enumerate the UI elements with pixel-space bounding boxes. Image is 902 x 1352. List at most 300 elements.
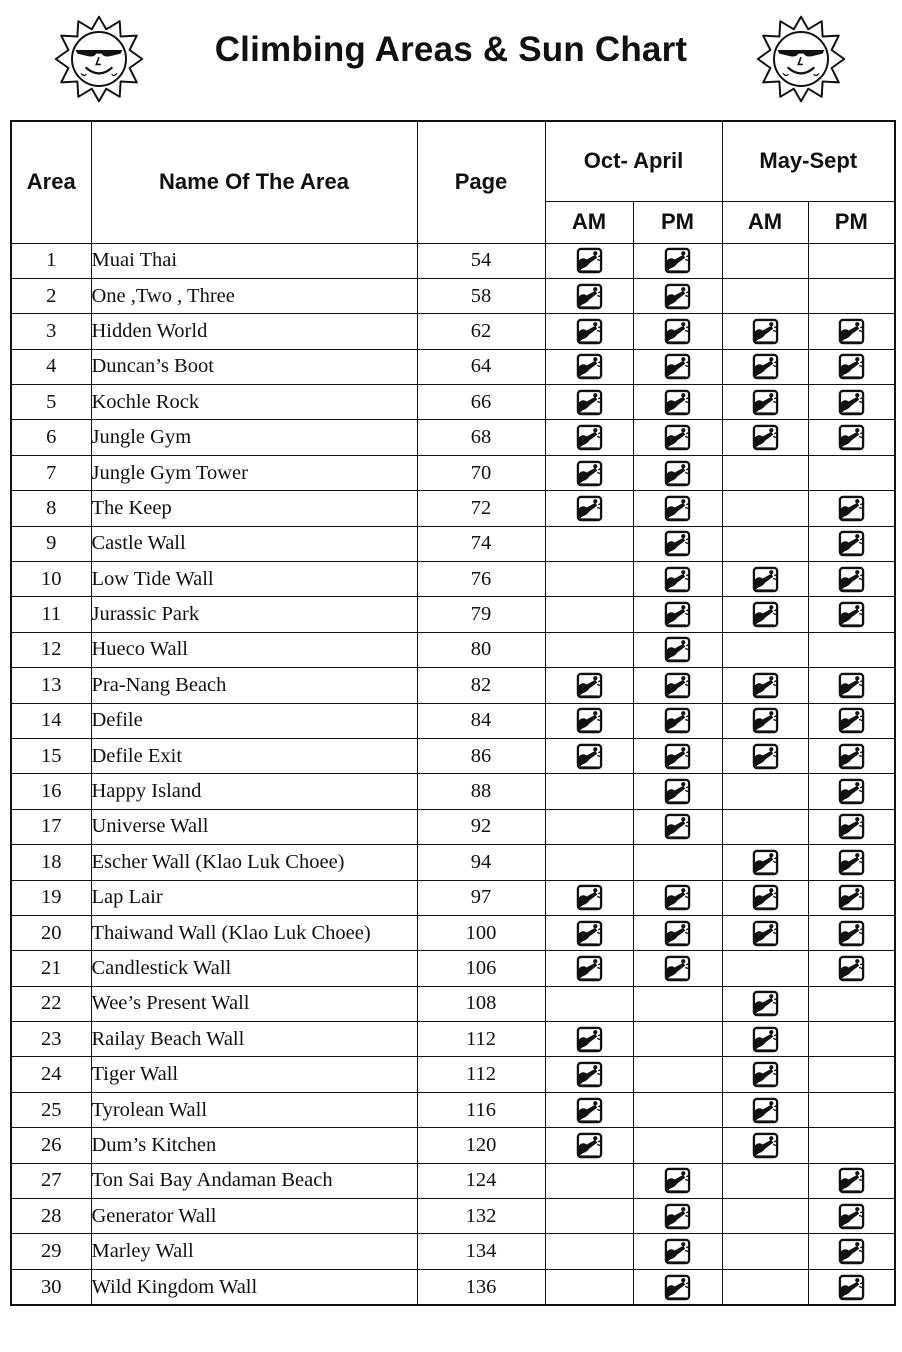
sun-cell-oct-april-pm (633, 1022, 722, 1057)
sun-shade-icon (838, 1238, 865, 1265)
sun-cell-oct-april-pm (633, 562, 722, 597)
sun-cell-may-sept-am (722, 915, 808, 950)
sun-shade-icon (664, 1167, 691, 1194)
table-row (11, 632, 895, 667)
area-name: Wild Kingdom Wall (91, 1269, 417, 1305)
sun-cell-oct-april-am (545, 774, 633, 809)
sun-cell-may-sept-am (722, 491, 808, 526)
sun-cell-oct-april-am (545, 349, 633, 384)
table-row (11, 986, 895, 1021)
sun-cell-may-sept-pm (808, 738, 895, 773)
area-name: Thaiwand Wall (Klao Luk Choee) (91, 915, 417, 950)
sun-cell-may-sept-pm (808, 385, 895, 420)
area-name: Ton Sai Bay Andaman Beach (91, 1163, 417, 1198)
sun-shade-icon (752, 566, 779, 593)
area-name: Candlestick Wall (91, 951, 417, 986)
sun-shade-icon (664, 530, 691, 557)
col-header-oct-april: Oct- April (545, 121, 722, 201)
sun-shade-icon (664, 318, 691, 345)
area-name: Muai Thai (91, 243, 417, 278)
area-number: 19 (11, 880, 91, 915)
sun-shade-icon (576, 1132, 603, 1159)
page-number: 72 (417, 491, 545, 526)
sun-shade-icon (752, 1026, 779, 1053)
sun-shade-icon (752, 318, 779, 345)
sun-shade-icon (838, 389, 865, 416)
sun-with-sunglasses-icon (756, 14, 846, 104)
sun-cell-oct-april-pm (633, 774, 722, 809)
table-row (11, 314, 895, 349)
sun-cell-oct-april-pm (633, 314, 722, 349)
area-name: Generator Wall (91, 1199, 417, 1234)
area-name: Lap Lair (91, 880, 417, 915)
page-number: 106 (417, 951, 545, 986)
page-number: 134 (417, 1234, 545, 1269)
sun-shade-icon (576, 920, 603, 947)
sun-cell-oct-april-am (545, 562, 633, 597)
col-header-page: Page (417, 121, 545, 243)
page-number: 108 (417, 986, 545, 1021)
sun-chart-table (10, 120, 896, 1306)
col-header-area: Area (11, 121, 91, 243)
sun-shade-icon (838, 353, 865, 380)
sun-cell-may-sept-pm (808, 1092, 895, 1127)
sun-shade-icon (838, 530, 865, 557)
table-row (11, 526, 895, 561)
table-body (11, 243, 895, 1305)
sun-cell-oct-april-am (545, 597, 633, 632)
page-number: 62 (417, 314, 545, 349)
table-row (11, 1022, 895, 1057)
page-number: 124 (417, 1163, 545, 1198)
table-row (11, 668, 895, 703)
sun-cell-may-sept-pm (808, 986, 895, 1021)
page-number: 80 (417, 632, 545, 667)
sun-cell-oct-april-pm (633, 1128, 722, 1163)
sun-cell-oct-april-am (545, 951, 633, 986)
sun-cell-oct-april-pm (633, 420, 722, 455)
sun-shade-icon (752, 707, 779, 734)
sun-cell-oct-april-am (545, 491, 633, 526)
sun-shade-icon (752, 849, 779, 876)
sun-cell-may-sept-am (722, 562, 808, 597)
area-number: 24 (11, 1057, 91, 1092)
sun-cell-oct-april-am (545, 880, 633, 915)
col-header-oct-april-am: AM (545, 201, 633, 243)
sun-shade-icon (838, 566, 865, 593)
sun-cell-may-sept-pm (808, 1269, 895, 1305)
sun-shade-icon (664, 920, 691, 947)
sun-cell-may-sept-am (722, 951, 808, 986)
sun-cell-may-sept-pm (808, 1022, 895, 1057)
sun-shade-icon (576, 495, 603, 522)
sun-cell-may-sept-pm (808, 1199, 895, 1234)
sun-cell-may-sept-am (722, 1022, 808, 1057)
table-row (11, 349, 895, 384)
page-number: 94 (417, 845, 545, 880)
sun-cell-may-sept-am (722, 455, 808, 490)
sun-shade-icon (576, 318, 603, 345)
sun-cell-oct-april-am (545, 1234, 633, 1269)
sun-shade-icon (664, 353, 691, 380)
sun-cell-oct-april-am (545, 1057, 633, 1092)
sun-shade-icon (838, 778, 865, 805)
sun-cell-may-sept-pm (808, 1128, 895, 1163)
table-row (11, 880, 895, 915)
sun-cell-may-sept-pm (808, 1163, 895, 1198)
sun-shade-icon (664, 743, 691, 770)
sun-shade-icon (576, 283, 603, 310)
area-number: 22 (11, 986, 91, 1021)
sun-cell-oct-april-pm (633, 243, 722, 278)
sun-shade-icon (576, 389, 603, 416)
page-number: 86 (417, 738, 545, 773)
sun-cell-may-sept-am (722, 703, 808, 738)
sun-shade-icon (576, 955, 603, 982)
area-number: 23 (11, 1022, 91, 1057)
sun-shade-icon (664, 1238, 691, 1265)
table-row (11, 915, 895, 950)
sun-shade-icon (838, 1167, 865, 1194)
sun-shade-icon (664, 389, 691, 416)
sun-cell-oct-april-pm (633, 1163, 722, 1198)
page-header (0, 0, 902, 112)
sun-cell-may-sept-am (722, 1269, 808, 1305)
sun-shade-icon (752, 389, 779, 416)
sun-shade-icon (664, 707, 691, 734)
page-number: 116 (417, 1092, 545, 1127)
area-number: 14 (11, 703, 91, 738)
sun-cell-may-sept-pm (808, 1057, 895, 1092)
sun-cell-may-sept-am (722, 314, 808, 349)
table-row (11, 562, 895, 597)
page-number: 132 (417, 1199, 545, 1234)
sun-cell-may-sept-am (722, 1057, 808, 1092)
sun-shade-icon (576, 247, 603, 274)
sun-cell-oct-april-am (545, 1199, 633, 1234)
area-name: The Keep (91, 491, 417, 526)
area-number: 25 (11, 1092, 91, 1127)
page-number: 54 (417, 243, 545, 278)
sun-cell-may-sept-am (722, 597, 808, 632)
sun-shade-icon (752, 353, 779, 380)
area-name: Tyrolean Wall (91, 1092, 417, 1127)
sun-shade-icon (664, 283, 691, 310)
col-header-may-sept-am: AM (722, 201, 808, 243)
page-number: 79 (417, 597, 545, 632)
page-number: 84 (417, 703, 545, 738)
sun-cell-oct-april-am (545, 526, 633, 561)
table-row (11, 385, 895, 420)
sun-cell-oct-april-am (545, 915, 633, 950)
table-row (11, 845, 895, 880)
sun-shade-icon (576, 1097, 603, 1124)
sun-cell-may-sept-am (722, 1163, 808, 1198)
page-number: 74 (417, 526, 545, 561)
sun-shade-icon (838, 1274, 865, 1301)
area-name: Jungle Gym (91, 420, 417, 455)
sun-cell-oct-april-pm (633, 986, 722, 1021)
page-number: 100 (417, 915, 545, 950)
area-number: 10 (11, 562, 91, 597)
sun-cell-oct-april-am (545, 1128, 633, 1163)
sun-cell-oct-april-am (545, 1022, 633, 1057)
page-number: 66 (417, 385, 545, 420)
area-number: 21 (11, 951, 91, 986)
sun-cell-oct-april-am (545, 703, 633, 738)
sun-cell-oct-april-am (545, 632, 633, 667)
sun-cell-may-sept-pm (808, 915, 895, 950)
sun-shade-icon (838, 601, 865, 628)
sun-cell-may-sept-pm (808, 455, 895, 490)
area-number: 8 (11, 491, 91, 526)
sun-shade-icon (752, 884, 779, 911)
area-name: Low Tide Wall (91, 562, 417, 597)
sun-shade-icon (576, 1061, 603, 1088)
area-name: Defile (91, 703, 417, 738)
sun-cell-may-sept-pm (808, 668, 895, 703)
sun-cell-may-sept-am (722, 809, 808, 844)
table-row (11, 491, 895, 526)
area-name: One ,Two , Three (91, 278, 417, 313)
sun-cell-may-sept-pm (808, 349, 895, 384)
sun-cell-oct-april-am (545, 668, 633, 703)
table-row (11, 243, 895, 278)
area-name: Castle Wall (91, 526, 417, 561)
sun-shade-icon (752, 601, 779, 628)
sun-shade-icon (664, 884, 691, 911)
sun-cell-may-sept-am (722, 1128, 808, 1163)
table-row (11, 420, 895, 455)
sun-shade-icon (664, 1203, 691, 1230)
sun-shade-icon (576, 743, 603, 770)
sun-cell-may-sept-pm (808, 314, 895, 349)
sun-shade-icon (576, 460, 603, 487)
table-row (11, 455, 895, 490)
table-row (11, 774, 895, 809)
table-row (11, 1092, 895, 1127)
sun-cell-oct-april-am (545, 278, 633, 313)
area-number: 17 (11, 809, 91, 844)
area-name: Wee’s Present Wall (91, 986, 417, 1021)
area-number: 18 (11, 845, 91, 880)
sun-cell-may-sept-am (722, 526, 808, 561)
sun-cell-oct-april-pm (633, 880, 722, 915)
sun-cell-oct-april-am (545, 385, 633, 420)
sun-cell-oct-april-am (545, 1163, 633, 1198)
area-number: 16 (11, 774, 91, 809)
sun-shade-icon (838, 849, 865, 876)
sun-cell-may-sept-pm (808, 526, 895, 561)
sun-cell-oct-april-pm (633, 597, 722, 632)
page-number: 88 (417, 774, 545, 809)
sun-cell-oct-april-pm (633, 278, 722, 313)
sun-cell-may-sept-am (722, 880, 808, 915)
page-number: 70 (417, 455, 545, 490)
sun-cell-may-sept-am (722, 845, 808, 880)
table-row (11, 597, 895, 632)
area-number: 30 (11, 1269, 91, 1305)
sun-shade-icon (838, 1203, 865, 1230)
sun-cell-oct-april-pm (633, 1234, 722, 1269)
sun-cell-oct-april-am (545, 314, 633, 349)
sun-cell-oct-april-am (545, 738, 633, 773)
sun-cell-may-sept-pm (808, 562, 895, 597)
sun-shade-icon (664, 813, 691, 840)
sun-shade-icon (664, 460, 691, 487)
area-number: 4 (11, 349, 91, 384)
sun-shade-icon (838, 495, 865, 522)
col-header-may-sept-pm: PM (808, 201, 895, 243)
page-number: 92 (417, 809, 545, 844)
sun-cell-may-sept-am (722, 1234, 808, 1269)
sun-shade-icon (576, 353, 603, 380)
sun-cell-may-sept-pm (808, 632, 895, 667)
sun-shade-icon (838, 318, 865, 345)
sun-cell-oct-april-pm (633, 915, 722, 950)
sun-cell-oct-april-pm (633, 1269, 722, 1305)
area-name: Hueco Wall (91, 632, 417, 667)
sun-cell-may-sept-am (722, 278, 808, 313)
sun-shade-icon (664, 636, 691, 663)
col-header-oct-april-pm: PM (633, 201, 722, 243)
table-row (11, 1128, 895, 1163)
sun-cell-oct-april-pm (633, 491, 722, 526)
table-row (11, 278, 895, 313)
sun-shade-icon (664, 601, 691, 628)
area-name: Kochle Rock (91, 385, 417, 420)
page-title: Climbing Areas & Sun Chart (214, 30, 688, 69)
sun-cell-may-sept-am (722, 420, 808, 455)
page-number: 82 (417, 668, 545, 703)
area-name: Marley Wall (91, 1234, 417, 1269)
sun-cell-may-sept-am (722, 774, 808, 809)
table-row (11, 1234, 895, 1269)
area-number: 28 (11, 1199, 91, 1234)
sun-shade-icon (838, 672, 865, 699)
page-number: 64 (417, 349, 545, 384)
sun-cell-oct-april-pm (633, 1199, 722, 1234)
sun-cell-oct-april-pm (633, 1092, 722, 1127)
sun-cell-oct-april-pm (633, 349, 722, 384)
area-number: 27 (11, 1163, 91, 1198)
sun-cell-may-sept-pm (808, 951, 895, 986)
sun-shade-icon (576, 884, 603, 911)
table-row (11, 1163, 895, 1198)
table-row (11, 951, 895, 986)
sun-shade-icon (576, 1026, 603, 1053)
sun-shade-icon (752, 1097, 779, 1124)
sun-shade-icon (752, 990, 779, 1017)
sun-shade-icon (838, 955, 865, 982)
sun-shade-icon (664, 424, 691, 451)
sun-cell-oct-april-pm (633, 668, 722, 703)
sun-shade-icon (576, 707, 603, 734)
sun-shade-icon (752, 920, 779, 947)
sun-shade-icon (752, 1132, 779, 1159)
sun-cell-oct-april-pm (633, 1057, 722, 1092)
sun-cell-may-sept-pm (808, 597, 895, 632)
sun-cell-oct-april-pm (633, 738, 722, 773)
area-number: 29 (11, 1234, 91, 1269)
sun-shade-icon (664, 566, 691, 593)
sun-cell-may-sept-pm (808, 880, 895, 915)
sun-cell-may-sept-pm (808, 774, 895, 809)
area-number: 13 (11, 668, 91, 703)
sun-shade-icon (664, 495, 691, 522)
area-number: 5 (11, 385, 91, 420)
area-name: Universe Wall (91, 809, 417, 844)
table-row (11, 1269, 895, 1305)
sun-cell-may-sept-am (722, 1199, 808, 1234)
sun-cell-oct-april-pm (633, 455, 722, 490)
sun-shade-icon (576, 424, 603, 451)
area-number: 1 (11, 243, 91, 278)
page-number: 112 (417, 1057, 545, 1092)
area-name: Jungle Gym Tower (91, 455, 417, 490)
page-number: 136 (417, 1269, 545, 1305)
area-number: 15 (11, 738, 91, 773)
sun-cell-may-sept-pm (808, 845, 895, 880)
sun-shade-icon (576, 672, 603, 699)
sun-cell-oct-april-pm (633, 632, 722, 667)
area-name: Railay Beach Wall (91, 1022, 417, 1057)
area-name: Tiger Wall (91, 1057, 417, 1092)
sun-cell-may-sept-am (722, 1092, 808, 1127)
page-number: 112 (417, 1022, 545, 1057)
col-header-may-sept: May-Sept (722, 121, 895, 201)
area-number: 26 (11, 1128, 91, 1163)
sun-cell-oct-april-am (545, 420, 633, 455)
sun-shade-icon (752, 672, 779, 699)
sun-cell-may-sept-am (722, 349, 808, 384)
page-number: 120 (417, 1128, 545, 1163)
sun-cell-may-sept-am (722, 668, 808, 703)
sun-cell-oct-april-am (545, 1269, 633, 1305)
sun-shade-icon (664, 247, 691, 274)
sun-cell-oct-april-am (545, 1092, 633, 1127)
area-number: 2 (11, 278, 91, 313)
sun-shade-icon (664, 778, 691, 805)
sun-shade-icon (838, 424, 865, 451)
area-number: 20 (11, 915, 91, 950)
sun-shade-icon (752, 424, 779, 451)
table-row (11, 703, 895, 738)
area-name: Duncan’s Boot (91, 349, 417, 384)
sun-cell-may-sept-pm (808, 243, 895, 278)
sun-shade-icon (838, 707, 865, 734)
area-name: Dum’s Kitchen (91, 1128, 417, 1163)
sun-shade-icon (664, 955, 691, 982)
sun-cell-oct-april-am (545, 243, 633, 278)
table-row (11, 738, 895, 773)
sun-cell-oct-april-am (545, 455, 633, 490)
area-number: 6 (11, 420, 91, 455)
sun-cell-oct-april-pm (633, 526, 722, 561)
area-name: Hidden World (91, 314, 417, 349)
page-number: 97 (417, 880, 545, 915)
sun-shade-icon (838, 743, 865, 770)
area-number: 11 (11, 597, 91, 632)
sun-cell-may-sept-am (722, 243, 808, 278)
sun-cell-may-sept-pm (808, 278, 895, 313)
page-number: 68 (417, 420, 545, 455)
sun-cell-oct-april-pm (633, 845, 722, 880)
sun-cell-oct-april-am (545, 986, 633, 1021)
sun-cell-may-sept-pm (808, 703, 895, 738)
sun-shade-icon (838, 884, 865, 911)
sun-cell-may-sept-pm (808, 491, 895, 526)
